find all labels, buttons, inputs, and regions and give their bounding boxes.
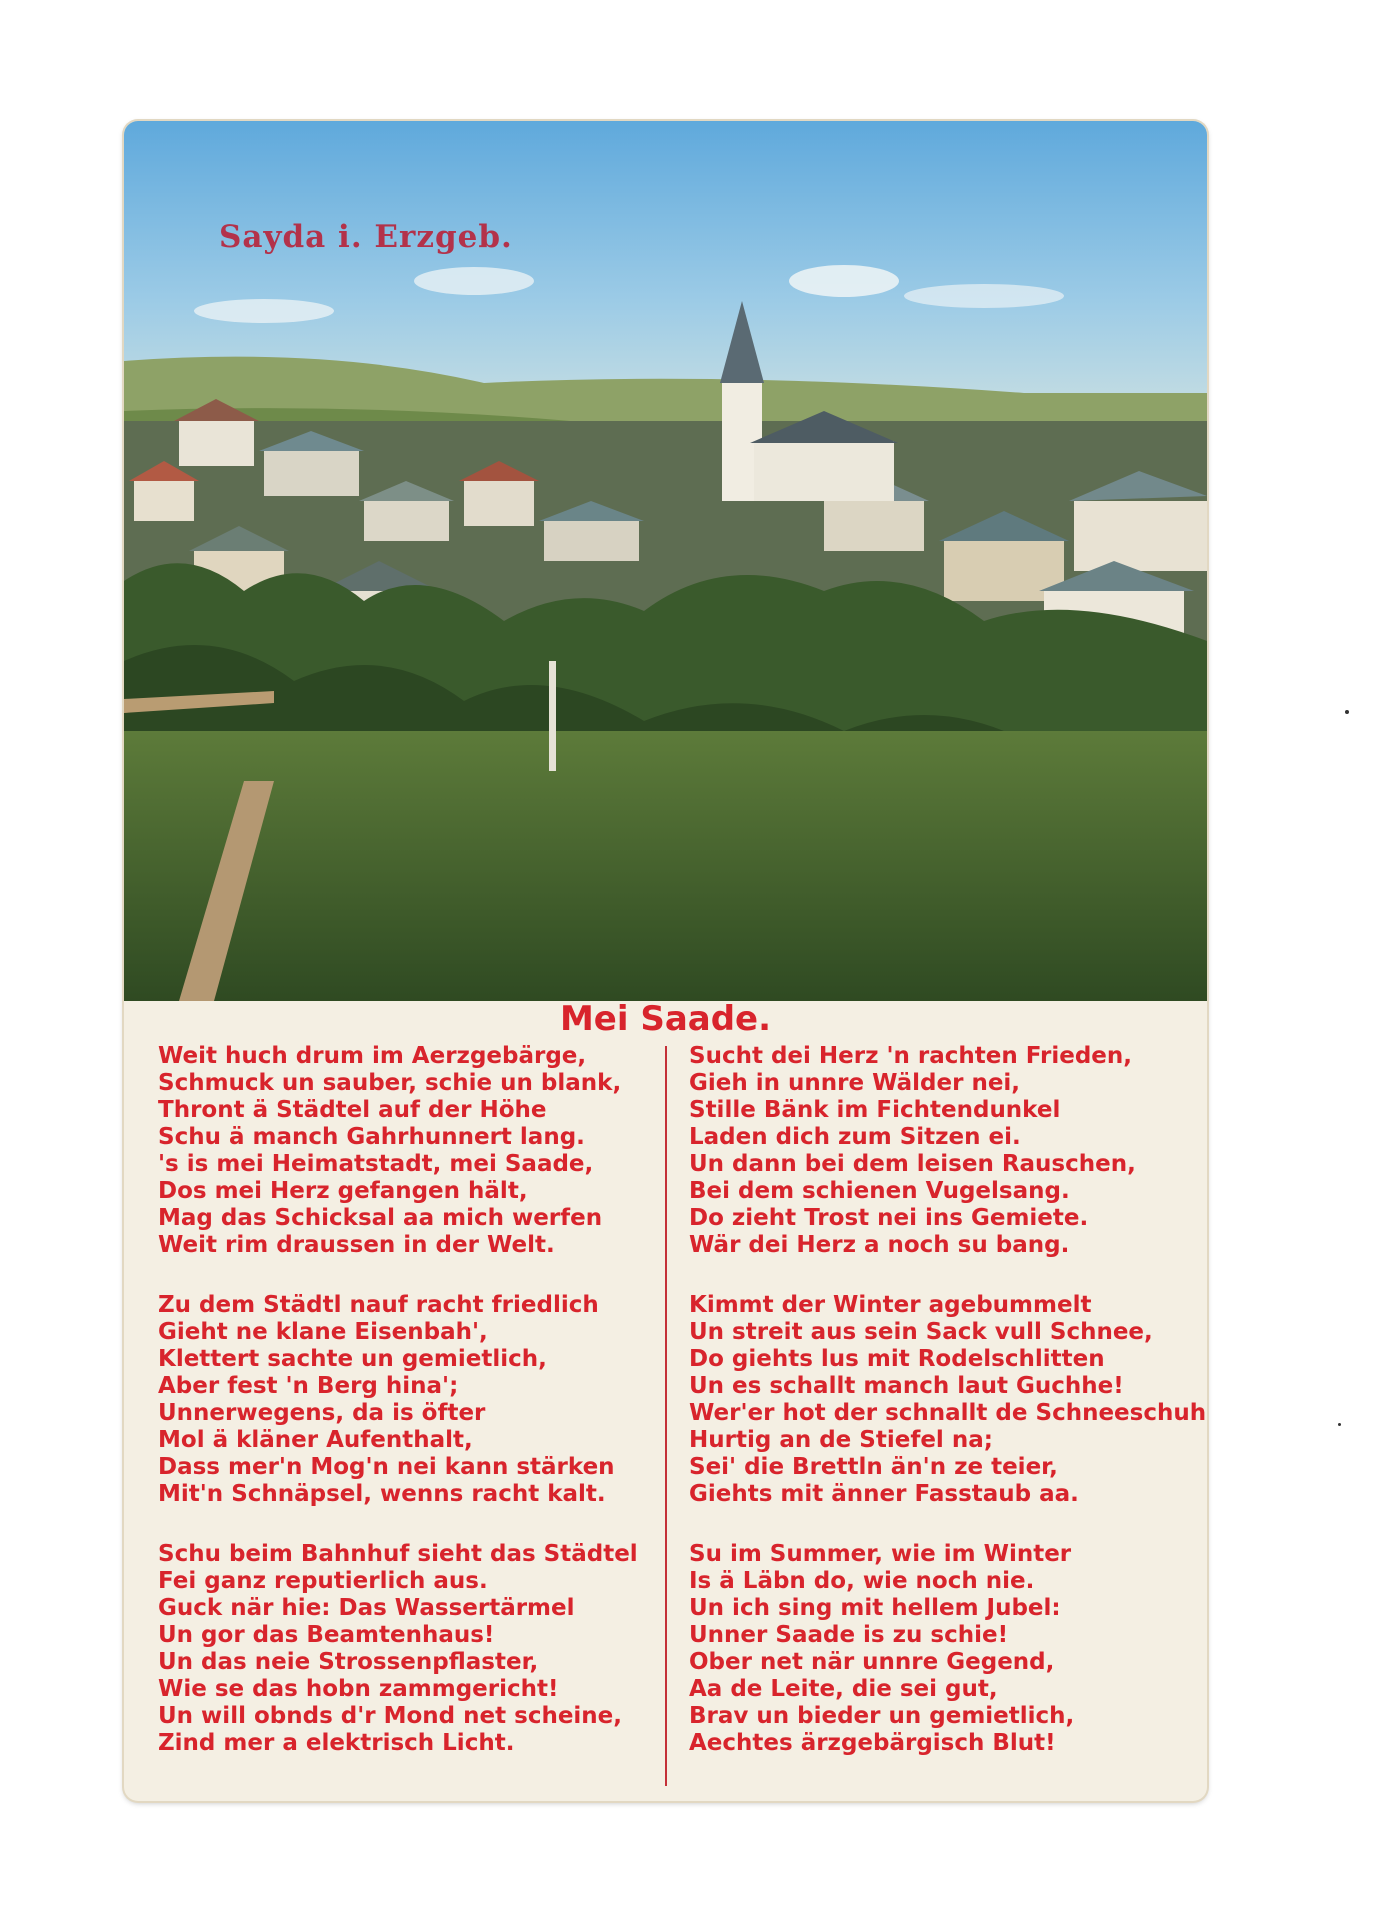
verse-line: Wie se das hobn zammgericht! xyxy=(158,1676,559,1702)
postcard xyxy=(124,121,1207,1801)
verse-line: Dos mei Herz gefangen hält, xyxy=(158,1178,528,1204)
verse-line: Weit huch drum im Aerzgebärge, xyxy=(158,1043,587,1069)
verse-line: Dass mer'n Mog'n nei kann stärken xyxy=(158,1454,615,1480)
verse-line: Aechtes ärzgebärgisch Blut! xyxy=(689,1730,1056,1756)
verse-line: Un will obnds d'r Mond net scheine, xyxy=(158,1703,623,1729)
verse-line: Mol ä kläner Aufenthalt, xyxy=(158,1427,473,1453)
verse-line: Giehts mit änner Fasstaub aa. xyxy=(689,1481,1079,1507)
poem-left-column xyxy=(158,1043,668,1790)
stanza xyxy=(158,1541,668,1757)
verse-line: 's is mei Heimatstadt, mei Saade, xyxy=(158,1151,594,1177)
verse-line: Un dann bei dem leisen Rauschen, xyxy=(689,1151,1136,1177)
verse-line: Do zieht Trost nei ins Gemiete. xyxy=(689,1205,1089,1231)
poem-title: Mei Saade. xyxy=(559,999,772,1039)
verse-line: Thront ä Städtel auf der Höhe xyxy=(158,1097,547,1123)
verse-line: Bei dem schienen Vugelsang. xyxy=(689,1178,1070,1204)
verse-line: Guck när hie: Das Wassertärmel xyxy=(158,1595,575,1621)
verse-line: Un gor das Beamtenhaus! xyxy=(158,1622,495,1648)
verse-line: Un das neie Strossenpflaster, xyxy=(158,1649,539,1675)
verse-line: Laden dich zum Sitzen ei. xyxy=(689,1124,1021,1150)
poem-right-column xyxy=(689,1043,1207,1790)
verse-line: Brav un bieder un gemietlich, xyxy=(689,1703,1075,1729)
verse-line: Sucht dei Herz 'n rachten Frieden, xyxy=(689,1043,1132,1069)
cloud xyxy=(414,267,534,295)
verse-line: Fei ganz reputierlich aus. xyxy=(158,1568,488,1594)
verse-line: Wär dei Herz a noch su bang. xyxy=(689,1232,1070,1258)
verse-line: Stille Bänk im Fichtendunkel xyxy=(689,1097,1061,1123)
verse-line: Sei' die Brettln än'n ze teier, xyxy=(689,1454,1058,1480)
town-photograph xyxy=(124,121,1207,1001)
verse-line: Zu dem Städtl nauf racht friedlich xyxy=(158,1292,599,1318)
stanza xyxy=(158,1292,668,1508)
verse-line: Ober net när unnre Gegend, xyxy=(689,1649,1055,1675)
cloud xyxy=(904,284,1064,308)
verse-line: Weit rim draussen in der Welt. xyxy=(158,1232,555,1258)
cloud xyxy=(194,299,334,323)
verse-line: Unner Saade is zu schie! xyxy=(689,1622,1009,1648)
birch-tree xyxy=(549,661,556,771)
scan-speck xyxy=(1345,710,1349,714)
verse-line: Un streit aus sein Sack vull Schnee, xyxy=(689,1319,1153,1345)
verse-line: Schu beim Bahnhuf sieht das Städtel xyxy=(158,1541,638,1567)
verse-line: Schmuck un sauber, schie un blank, xyxy=(158,1070,622,1096)
stanza xyxy=(689,1292,1207,1508)
stanza xyxy=(689,1541,1189,1757)
meadow xyxy=(124,731,1207,1001)
verse-line: Un ich sing mit hellem Jubel: xyxy=(689,1595,1061,1621)
verse-line: Hurtig an de Stiefel na; xyxy=(689,1427,993,1453)
column-divider xyxy=(665,1046,667,1786)
verse-line: Kimmt der Winter agebummelt xyxy=(689,1292,1092,1318)
cloud xyxy=(789,265,899,297)
place-title: Sayda i. Erzgeb. xyxy=(219,219,513,255)
verse-line: Su im Summer, wie im Winter xyxy=(689,1541,1072,1567)
verse-line: Gieh in unnre Wälder nei, xyxy=(689,1070,1021,1096)
verse-line: Is ä Läbn do, wie noch nie. xyxy=(689,1568,1035,1594)
verse-line: Mag das Schicksal aa mich werfen xyxy=(158,1205,603,1231)
verse-line: Aa de Leite, die sei gut, xyxy=(689,1676,998,1702)
verse-line: Schu ä manch Gahrhunnert lang. xyxy=(158,1124,585,1150)
verse-line: Unnerwegens, da is öfter xyxy=(158,1400,486,1426)
verse-line: Mit'n Schnäpsel, wenns racht kalt. xyxy=(158,1481,606,1507)
stanza xyxy=(689,1043,1189,1259)
verse-line: Gieht ne klane Eisenbah', xyxy=(158,1319,488,1345)
verse-line: Aber fest 'n Berg hina'; xyxy=(158,1373,459,1399)
verse-line: Un es schallt manch laut Guchhe! xyxy=(689,1373,1124,1399)
verse-line: Wer'er hot der schnallt de Schneeschuh xyxy=(689,1400,1207,1426)
verse-line: Zind mer a elektrisch Licht. xyxy=(158,1730,515,1756)
scan-speck xyxy=(1338,1423,1341,1426)
verse-line: Klettert sachte un gemietlich, xyxy=(158,1346,547,1372)
verse-line: Do giehts lus mit Rodelschlitten xyxy=(689,1346,1105,1372)
stanza xyxy=(158,1043,668,1259)
